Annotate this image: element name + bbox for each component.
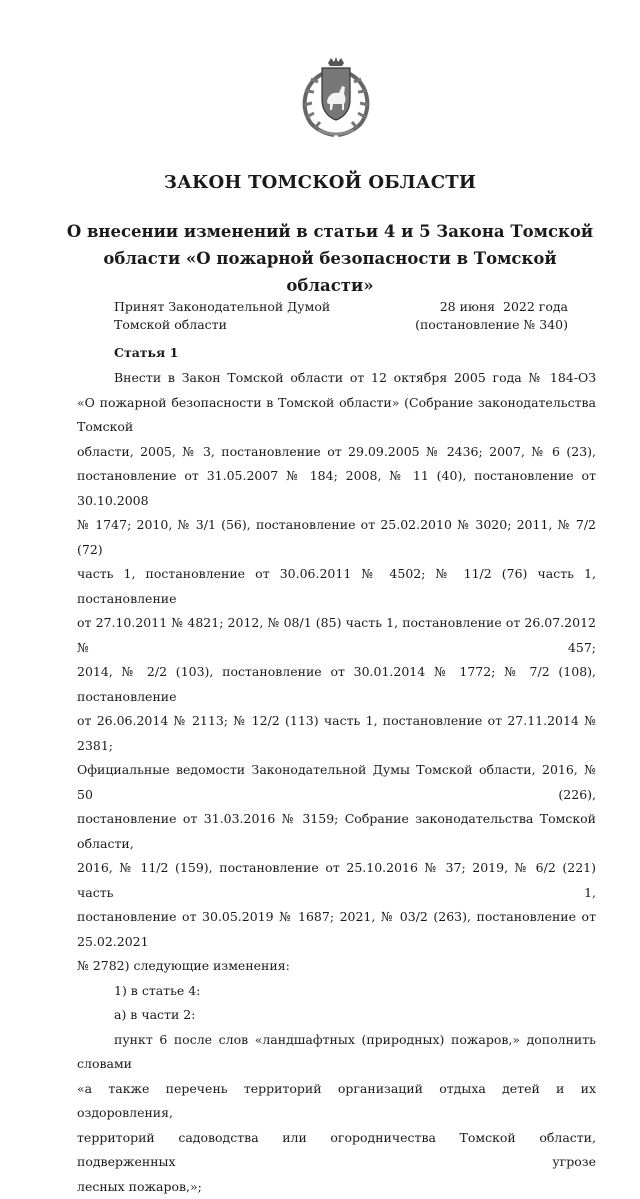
- text-line: 2016, № 11/2 (159), постановление от 25.10.2016 № 37; 2019, № 6/2 (221) часть 1,: [77, 856, 596, 905]
- text-line: постановление от 31.05.2007 № 184; 2008, № 11 (40), постановление от 30.10.2008: [77, 464, 596, 513]
- text-line: 2014, № 2/2 (103), постановление от 30.01.2014 № 1772; № 7/2 (108), постановление: [77, 660, 596, 709]
- adoption-date: 28 июня 2022 года: [415, 298, 568, 316]
- coat-of-arms-emblem: [292, 56, 380, 138]
- law-subject: [60, 218, 600, 299]
- text-line: области, 2005, № 3, постановление от 29.09.2005 № 2436; 2007, № 6 (23),: [77, 440, 596, 465]
- law-title: ЗАКОН ТОМСКОЙ ОБЛАСТИ: [0, 172, 640, 193]
- article-heading: Статья 1: [114, 345, 178, 360]
- text-line: а) в части 2:: [77, 1003, 596, 1028]
- text-line: «О пожарной безопасности в Томской области» (Собрание законодательства Томской: [77, 391, 596, 440]
- text-line: постановление от 30.05.2019 № 1687; 2021, № 03/2 (263), постановление от 25.02.2021: [77, 905, 596, 954]
- resolution-number: (постановление № 340): [415, 316, 568, 334]
- text-line: часть 1, постановление от 30.06.2011 № 4502; № 11/2 (76) часть 1, постановление: [77, 562, 596, 611]
- adopted-by: [114, 298, 330, 334]
- text-line: постановление от 31.03.2016 № 3159; Собрание законодательства Томской области,: [77, 807, 596, 856]
- adopted-by-line: Принят Законодательной Думой: [114, 298, 330, 316]
- text-line: лесных пожаров,»;: [77, 1175, 596, 1199]
- text-line: от 26.06.2014 № 2113; № 12/2 (113) часть 1, постановление от 27.11.2014 № 2381;: [77, 709, 596, 758]
- text-line: Внести в Закон Томской области от 12 октября 2005 года № 184-ОЗ: [77, 366, 596, 391]
- text-line: от 27.10.2011 № 4821; 2012, № 08/1 (85) часть 1, постановление от 26.07.2012 № 457;: [77, 611, 596, 660]
- text-line: № 2782) следующие изменения:: [77, 954, 596, 979]
- adopted-by-line: Томской области: [114, 316, 330, 334]
- text-line: территорий садоводства или огородничества Томской области, подверженных угрозе: [77, 1126, 596, 1175]
- article-body: [77, 366, 596, 1199]
- text-line: Официальные ведомости Законодательной Думы Томской области, 2016, № 50 (226),: [77, 758, 596, 807]
- subject-line: О внесении изменений в статьи 4 и 5 Закона Томской: [60, 218, 600, 245]
- text-line: пункт 6 после слов «ландшафтных (природных) пожаров,» дополнить словами: [77, 1028, 596, 1077]
- adoption-date-block: [415, 298, 568, 334]
- text-line: 1) в статье 4:: [77, 979, 596, 1004]
- subject-line: области «О пожарной безопасности в Томской области»: [60, 245, 600, 299]
- text-line: «а также перечень территорий организаций отдыха детей и их оздоровления,: [77, 1077, 596, 1126]
- text-line: № 1747; 2010, № 3/1 (56), постановление от 25.02.2010 № 3020; 2011, № 7/2 (72): [77, 513, 596, 562]
